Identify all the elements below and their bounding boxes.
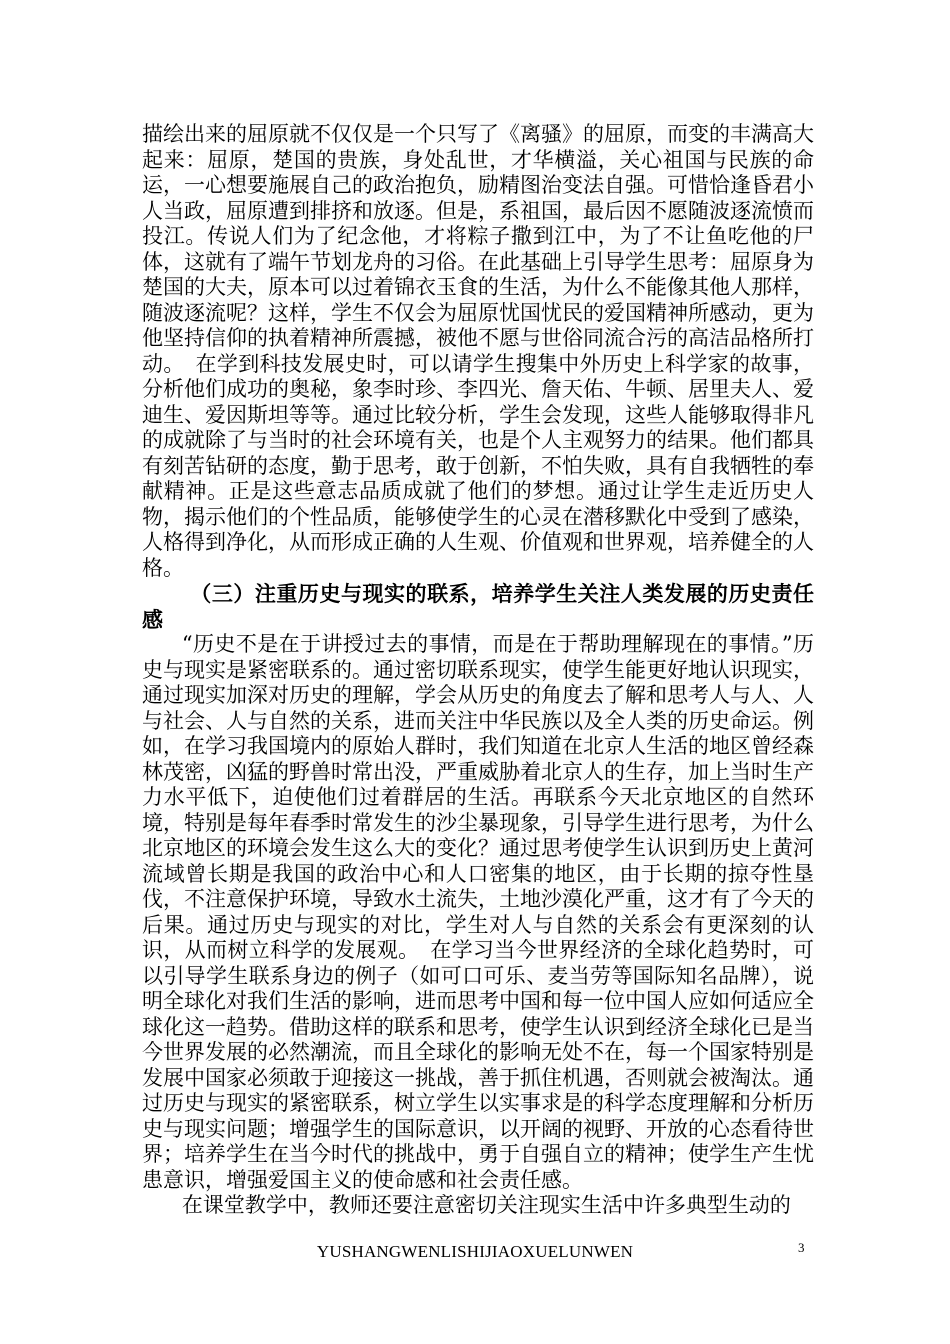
body-paragraph: 描绘出来的屈原就不仅仅是一个只写了《离骚》的屈原，而变的丰满高大起来：屈原，楚国的贵族，身处乱世，才华横溢，关心祖国与民族的命运，一心想要施展自己的政治抱负，励精图治变法自强。可惜恰逢昏君小人当政，屈原遭到排挤和放逐。但是，系祖国，最后因不愿随波逐流愤而投江。传说人们为了纪念他，才将粽子撒到江中，为了不让鱼吃他的尸体，这就有了端午节划龙舟的习俗。在此基础上引导学生思考：屈原身为楚国的大夫，原本可以过着锦衣玉食的生活，为什么不能像其他人那样，随波逐流呢？这样，学生不仅会为屈原忧国忧民的爱国精神所感动，更为他坚持信仰的执着精神所震撼，被他不愿与世俗同流合污的高洁品格所打动。 在学到科技发展史时，可以请学生搜集中外历史上科学家的故事，分析他们成功的奥秘，象李时珍、李四光、詹天佑、牛顿、居里夫人、爱迪生、爱因斯坦等等。通过比较分析，学生会发现，这些人能够取得非凡的成就除了与当时的社会环境有关，也是个人主观努力的结果。他们都具有刻苦钻研的态度，勤于思考，敢于创新，不怕失败，具有自我牺牲的奉献精神。正是这些意志品质成就了他们的梦想。通过让学生走近历史人物，揭示他们的个性品质，能够使学生的心灵在潜移默化中受到了感染，人格得到净化，从而形成正确的人生观、价值观和世界观，培养健全的人格。 (142, 122, 814, 580)
page-number: 3 (798, 1240, 805, 1255)
body-paragraph: “历史不是在于讲授过去的事情，而是在于帮助理解现在的事情。”历史与现实是紧密联系的。通过密切联系现实，使学生能更好地认识现实，通过现实加深对历史的理解，学会从历史的角度去了解和思考人与人、人与社会、人与自然的关系，进而关注中华民族以及全人类的历史命运。例如，在学习我国境内的原始人群时，我们知道在北京人生活的地区曾经森林茂密，凶猛的野兽时常出没，严重威胁着北京人的生存，加上当时生产力水平低下，迫使他们过着群居的生活。再联系今天北京地区的自然环境，特别是每年春季时常发生的沙尘暴现象，引导学生进行思考，为什么北京地区的环境会发生这么大的变化？通过思考使学生认识到历史上黄河流域曾长期是我国的政治中心和人口密集的地区，由于长期的掠夺性垦伐，不注意保护环境，导致水土流失，土地沙漠化严重，这才有了今天的后果。通过历史与现实的对比，学生对人与自然的关系会有更深刻的认识，从而树立科学的发展观。 在学习当今世界经济的全球化趋势时，可以引导学生联系身边的例子（如可口可乐、麦当劳等国际知名品牌），说明全球化对我们生活的影响，进而思考中国和每一位中国人应如何适应全球化这一趋势。借助这样的联系和思考，使学生认识到经济全球化已是当今世界发展的必然潮流，而且全球化的影响无处不在，每一个国家特别是发展中国家必须敢于迎接这一挑战，善于抓住机遇，否则就会被淘汰。通过历史与现实的紧密联系，树立学生以实事求是的科学态度理解和分析历史与现实问题；增强学生的国际意识，以开阔的视野、开放的心态看待世界；培养学生在当今时代的挑战中，勇于自强自立的精神；使学生产生忧患意识，增强爱国主义的使命感和社会责任感。 (142, 632, 814, 1192)
footer-title: YUSHANGWENLISHIJIAOXUELUNWEN (316, 1242, 634, 1261)
body-text (142, 122, 814, 1219)
section-heading: （三）注重历史与现实的联系，培养学生关注人类发展的历史责任感 (142, 581, 814, 632)
body-paragraph: 在课堂教学中，教师还要注意密切关注现实生活中许多典型生动的 (181, 1193, 791, 1217)
